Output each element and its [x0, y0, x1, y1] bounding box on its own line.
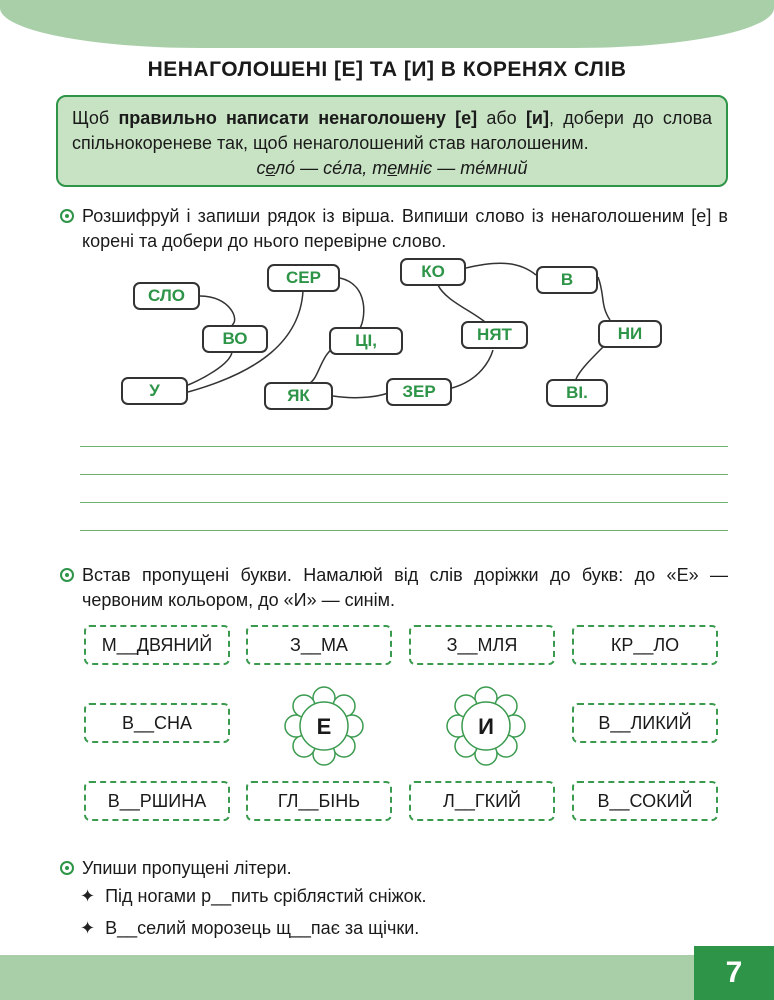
star-bullet-icon: ✦ [80, 918, 96, 938]
task-bullet-icon [60, 568, 74, 582]
rule-bold: [и] [525, 108, 549, 128]
writing-line[interactable] [80, 502, 728, 503]
flower-e-icon [284, 686, 364, 766]
syllable-v: В [536, 266, 598, 294]
example-part: с [256, 158, 266, 178]
word-box: М__ДВЯНИЙ [84, 625, 230, 665]
task3-item-text: Під ногами р__пить сріблястий сніжок. [105, 886, 427, 906]
task3 [60, 856, 728, 881]
word-box: КР__ЛО [572, 625, 718, 665]
syllable-ny: НИ [598, 320, 662, 348]
page-number: 7 [694, 946, 774, 1000]
rule-text-part: , добери до слова спільнокореневе так, щоб ненаголошений став наголошеним. [72, 108, 712, 153]
task2-text: Встав пропущені букви. Намалюй від слів доріжки до букв: до «Е» — червоним кольором, до «И» — синім. [82, 565, 728, 610]
word-box: Л__ГКИЙ [409, 781, 555, 821]
word-box: В__ЛИКИЙ [572, 703, 718, 743]
word-box: В__СОКИЙ [572, 781, 718, 821]
syllable-vo: ВО [202, 325, 268, 353]
task3-item [80, 886, 427, 907]
example-underlined: е [265, 158, 275, 178]
example-underlined: е [387, 158, 398, 178]
word-box: З__МЛЯ [409, 625, 555, 665]
writing-line[interactable] [80, 530, 728, 531]
bottom-decorative-band [0, 955, 774, 1000]
word-box: В__СНА [84, 703, 230, 743]
task3-item [80, 918, 419, 939]
task-bullet-icon [60, 861, 74, 875]
word-box: В__РШИНА [84, 781, 230, 821]
rule-bold: правильно написати ненаголошену [е] [118, 108, 478, 128]
syllable-zer: ЗЕР [386, 378, 452, 406]
flower-y-icon [446, 686, 526, 766]
star-bullet-icon: ✦ [80, 886, 96, 906]
syllable-u: У [121, 377, 188, 405]
letter-e: Е [316, 714, 332, 739]
task3-text: Упиши пропущені літери. [82, 858, 292, 878]
syllable-ko: КО [400, 258, 466, 286]
rule-text-part: Щоб [72, 108, 119, 128]
task1-text: Розшифруй і запиши рядок із вірша. Випиши слово із ненаголошеним [е] в корені та добери до нього перевірне слово. [82, 206, 728, 251]
task3-item-text: В__селий морозець щ__пає за щічки. [105, 918, 420, 938]
syllable-slo: СЛО [133, 282, 200, 310]
page-title: НЕНАГОЛОШЕНІ [Е] ТА [И] В КОРЕНЯХ СЛІВ [147, 58, 627, 81]
syllable-vi: ВІ. [546, 379, 608, 407]
rule-text-part: або [477, 108, 526, 128]
example-part: мніє — те́мний [397, 158, 528, 178]
letter-y: И [478, 714, 494, 739]
syllable-ser: СЕР [267, 264, 340, 292]
example-part: ло́ — се́ла, т [274, 158, 388, 178]
writing-line[interactable] [80, 446, 728, 447]
word-box: З__МА [246, 625, 392, 665]
syllable-yak: ЯК [264, 382, 333, 410]
word-box: ГЛ__БІНЬ [246, 781, 392, 821]
syllable-tsi: ЦІ, [329, 327, 403, 355]
syllable-nyat: НЯТ [461, 321, 528, 349]
writing-line[interactable] [80, 474, 728, 475]
task2 [60, 563, 728, 613]
